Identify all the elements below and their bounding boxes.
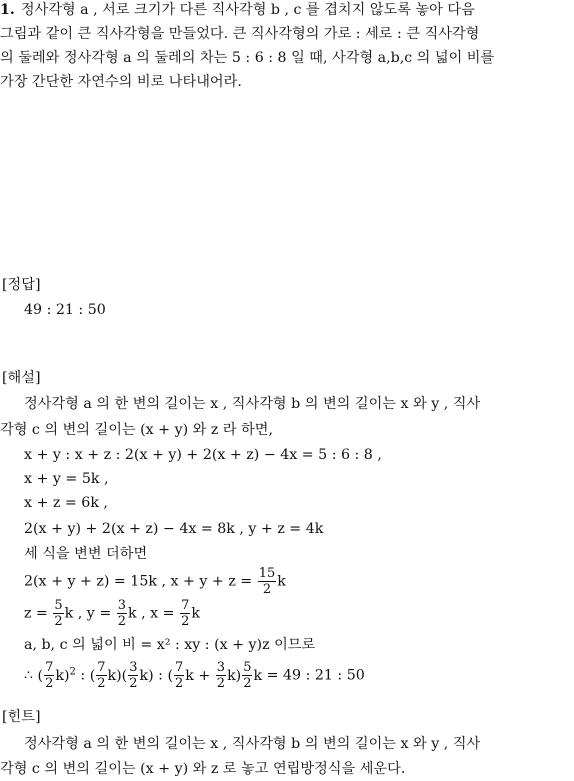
fraction-denominator: 2	[117, 614, 127, 629]
therefore-symbol: ∴	[24, 667, 34, 684]
hint-line-2: 각형 c 의 변의 길이는 (x + y) 와 z 로 놓고 연립방정식을 세운다.	[0, 761, 406, 777]
problem-line-1	[0, 0, 572, 22]
fraction-7-2	[180, 598, 190, 629]
equation-9: ∴ ( $\frac{7}{2}$ k)$^2$ : ( $\frac{7}{2}$ k)( $\frac{3}{2}$ k) : ( $\frac{7}{2}$ k + $\frac{3}{2}$ k) $\frac{5}{2}$ k = 49 : 21 : 50	[24, 660, 365, 692]
fraction-numerator: 3	[117, 598, 127, 613]
solution-line-2: 각형 c 의 변의 길이는 (x + y) 와 z 라 하면,	[0, 422, 273, 438]
problem-line-2: 그림과 같이 큰 직사각형을 만들었다. 큰 직사각형의 가로 : 세로 : 큰 직사각형	[0, 26, 480, 42]
equation-7-k2: k , x =	[128, 605, 175, 622]
equation-4: 2(x + y) + 2(x + z) − 4x = 8k , y + z = 4k	[24, 521, 324, 537]
equation-7	[24, 598, 200, 629]
solution-label: [해설]	[2, 370, 41, 386]
fraction-3-2	[117, 598, 127, 629]
solution-line-1: 정사각형 a 의 한 변의 길이는 x , 직사각형 b 의 변의 길이는 x 와 y , 직사	[24, 396, 481, 412]
fraction-denominator: 2	[262, 582, 272, 597]
problem-line-3: 의 둘레와 정사각형 a 의 둘레의 차는 5 : 6 : 8 일 때, 사각형 a,b,c 의 넓이 비를	[0, 50, 495, 66]
fraction-numerator: 7	[181, 598, 190, 613]
equation-7-k3: k	[191, 605, 200, 622]
equation-7-k1: k , y =	[64, 605, 112, 622]
equation-7-z: z =	[24, 605, 48, 622]
equation-2: x + y = 5k ,	[24, 471, 109, 487]
equation-6-left: 2(x + y + z) = 15k , x + y + z =	[24, 573, 253, 590]
problem-line-4: 가장 간단한 자연수의 비로 나타내어라.	[0, 74, 242, 90]
problem-text-1: 정사각형 a , 서로 크기가 다른 직사각형 b , c 를 겹치지 않도록 놓아 다음	[20, 2, 475, 18]
equation-8: a, b, c 의 넓이 비 = x² : xy : (x + y)z 이므로	[24, 637, 316, 653]
equation-1: x + y : x + z : 2(x + y) + 2(x + z) − 4x = 5 : 6 : 8 ,	[24, 447, 382, 463]
equation-6-k: k	[277, 573, 286, 590]
answer-value: 49 : 21 : 50	[24, 302, 106, 318]
ratio-term-2: ( $\frac{7}{2}$ k)( $\frac{3}{2}$ k)	[89, 660, 154, 692]
fraction-numerator: 5	[54, 598, 63, 613]
fraction-denominator: 2	[181, 614, 190, 629]
fraction-5-2	[53, 598, 63, 629]
equation-3: x + z = 6k ,	[24, 495, 108, 511]
fraction-denominator: 2	[54, 614, 63, 629]
hint-label: [힌트]	[2, 709, 41, 725]
problem-number: 1.	[0, 2, 15, 18]
equation-6	[24, 566, 286, 597]
answer-label: [정답]	[2, 277, 41, 293]
equation-5: 세 식을 변변 더하면	[24, 546, 148, 562]
ratio-result: = 49 : 21 : 50	[266, 667, 365, 684]
ratio-term-1: ( $\frac{7}{2}$ k)$^2$	[37, 660, 76, 692]
hint-line-1: 정사각형 a 의 한 변의 길이는 x , 직사각형 b 의 변의 길이는 x 와 y , 직사	[24, 736, 481, 752]
ratio-term-3: ( $\frac{7}{2}$ k + $\frac{3}{2}$ k) $\frac{5}{2}$ k	[167, 660, 263, 692]
fraction-15-2	[258, 566, 277, 597]
fraction-numerator: 15	[258, 566, 276, 581]
